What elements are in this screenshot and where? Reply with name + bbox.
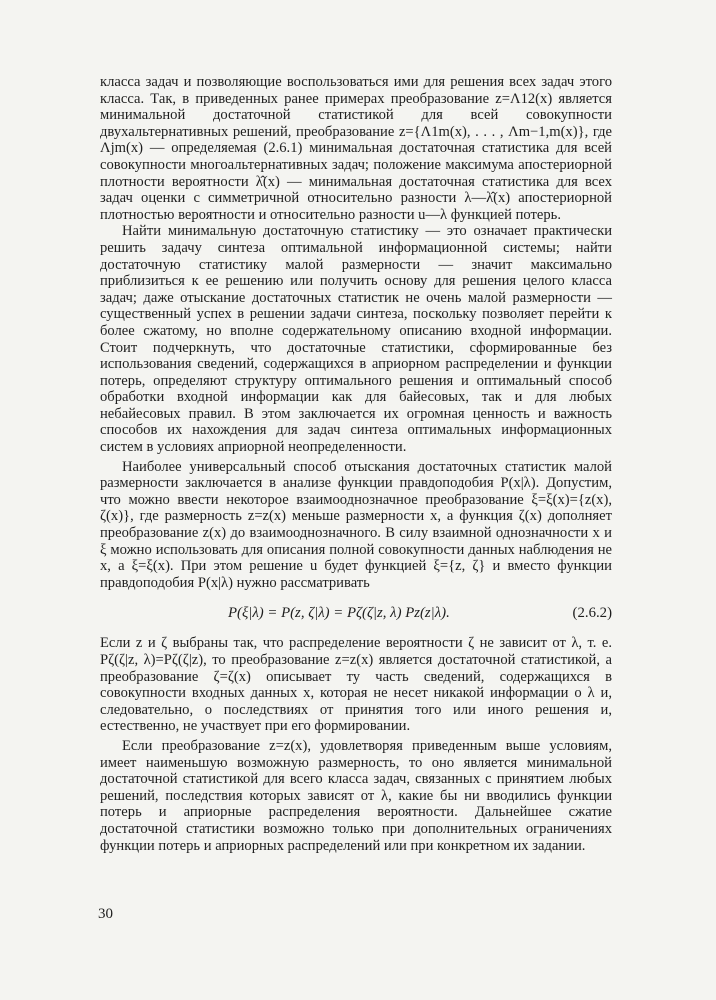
equation-number: (2.6.2)	[572, 605, 612, 622]
paragraph-sufficient-condition: Если z и ζ выбраны так, что распределение вероятности ζ не зависит от λ, т. е. Pζ(ζ|z, λ)=Pζ(ζ|z), то преобразование z=z(x) является достаточной статистикой, а преобразование ζ=ζ(x) описывает ту часть сведений, содержащихся в совокупности входных данных x, которая не несет никакой информации о λ и, следовательно, о последствиях от принятия того или иного решения и, естественно, не участвует при его формировании.	[100, 635, 612, 735]
paragraph-continuation: класса задач и позволяющие воспользоваться ими для решения всех задач этого класса. Так, в приведенных ранее примерах преобразование z=Λ12(x) является минимальной достаточной статистикой для всей совокупности двухальтернативных решений, преобразование z={Λ1m(x), . . . , Λm−1,m(x)}, где Λjm(x) — определяемая (2.6.1) минимальная достаточная статистика для всей совокупности многоальтернативных задач; положение максимума апостериорной плотности вероятности λ̂(x) — минимальная достаточная статистика для всех задач оценки с симметричной относительно разности λ—λ̂(x) апостериорной плотностью вероятности и относительно разности u—λ функцией потерь.	[100, 74, 612, 223]
paragraph-minimal-statistic: Найти минимальную достаточную статистику — это означает практически решить задачу синтеза оптимальной информационной системы; найти достаточную статистику малой размерности — значит максимально приблизиться к ее решению или получить основу для решения целого класса задач; даже отыскание достаточных статистик не очень малой размерности — существенный успех в решении задачи синтеза, поскольку позволяет перейти к более сжатому, но вполне содержательному описанию входной информации. Стоит подчеркнуть, что достаточные статистики, сформированные без использования сведений, содержащихся в априорном распределении и функции потерь, определяют структуру оптимального решения и оптимальный способ обработки входной информации как для байесовых, так и для любых небайесовых правил. В этом заключается их огромная ценность и важность способов их нахождения для задач синтеза оптимальных информационных систем в условиях априорной неопределенности.	[100, 223, 612, 456]
paragraph-universal-method: Наиболее универсальный способ отыскания достаточных статистик малой размерности заключается в анализе функции правдоподобия P(x|λ). Допустим, что можно ввести некоторое взаимооднозначное преобразование ξ=ξ(x)={z(x), ζ(x)}, где размерность z=z(x) меньше размерности x, а функция ζ(x) дополняет преобразование z(x) до взаимооднозначного. В силу взаимной однозначности x и ξ можно использовать для описания полной совокупности данных наблюдения не x, а ξ=ξ(x). При этом решение u будет функцией ξ={z, ζ} и вместо функции правдоподобия P(x|λ) нужно рассматривать	[100, 458, 612, 591]
paragraph-minimal-dimension: Если преобразование z=z(x), удовлетворяя приведенным выше условиям, имеет наименьшую возможную размерность, то оно является минимальной достаточной статистикой для всего класса задач, связанных с принятием любых решений, последствия которых зависят от λ, какие бы ни вводились функции потерь и априорные распределения вероятности. Дальнейшее сжатие достаточной статистики возможно только при дополнительных ограничениях функции потерь и априорных распределений или при конкретном их задании.	[100, 737, 612, 854]
page-number: 30	[98, 906, 113, 922]
equation-2-6-2	[100, 601, 612, 625]
equation-body: P(ξ|λ) = P(z, ζ|λ) = Pζ(ζ|z, λ) Pz(z|λ).	[228, 605, 450, 622]
